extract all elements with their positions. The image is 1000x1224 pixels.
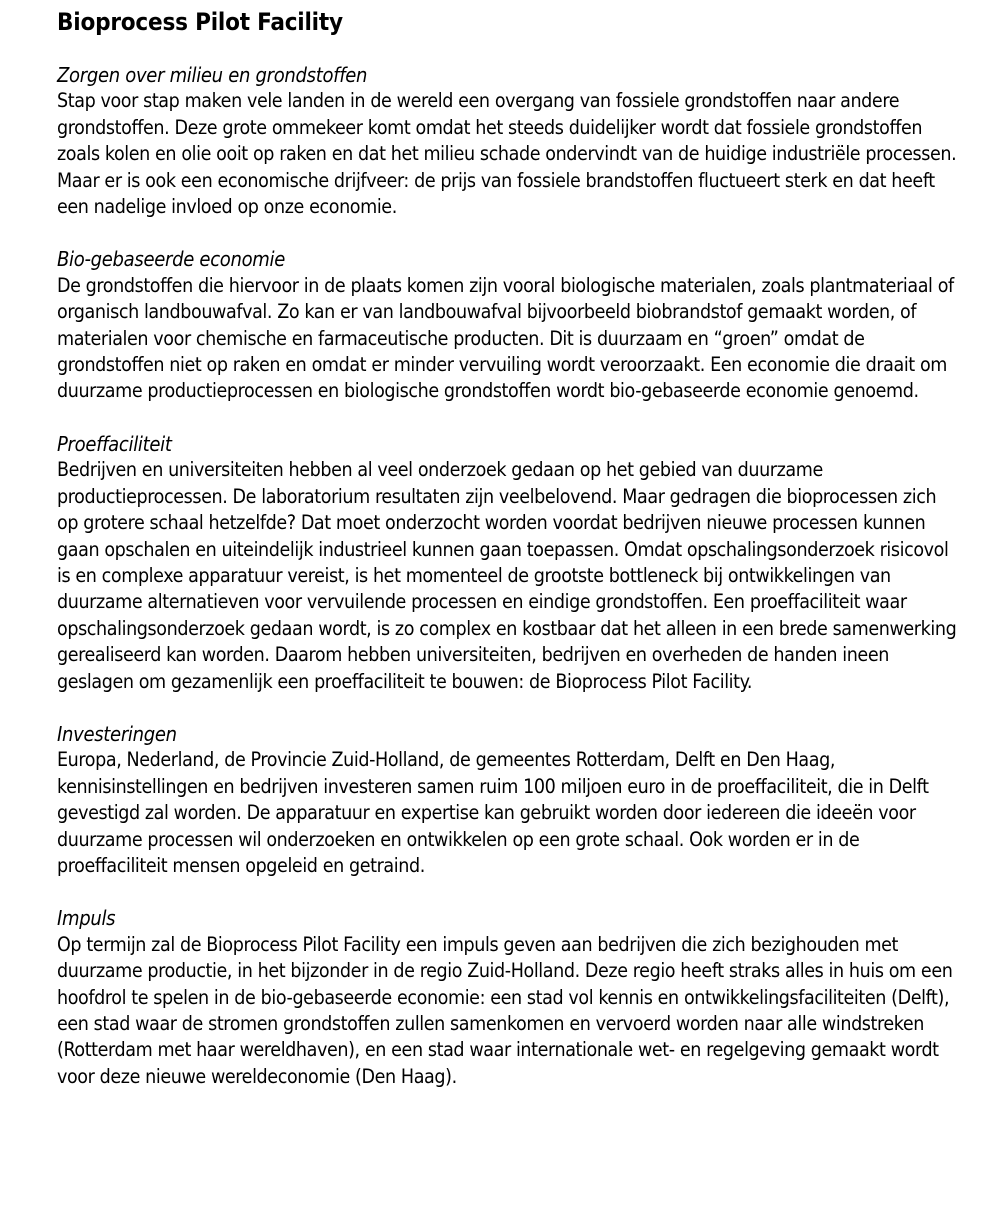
section-heading-zorgen: Zorgen over milieu en grondstoffen [57, 63, 368, 87]
page-title: Bioprocess Pilot Facility [57, 8, 343, 36]
section-heading-impuls: Impuls [57, 906, 116, 931]
section-bio-economie [57, 246, 962, 404]
section-impuls [57, 905, 962, 1090]
section-investeringen [57, 721, 962, 879]
section-body-zorgen: Stap voor stap maken vele landen in de wereld een overgang van fossiele grondstoffen naar andere grondstoffen. Deze grote ommekeer komt omdat het steeds duidelijker wordt dat fossiele grondstoffen zoals kolen en olie ooit op raken en dat het milieu schade ondervindt van de huidige industriële processen. Maar er is ook een economische drijfveer: de prijs van fossiele brandstoffen fluctueert sterk en dat heeft een nadelige invloed op onze economie. [57, 89, 957, 219]
section-heading-proeffaciliteit: Proeffaciliteit [57, 431, 172, 456]
section-heading-investeringen: Investeringen [57, 721, 177, 746]
section-body-bio-economie: De grondstoffen die hiervoor in de plaats komen zijn vooral biologische materialen, zoals plantmateriaal of organisch landbouwafval. Zo kan er van landbouwafval bijvoorbeeld biobrandstof gemaakt worden, of materialen voor chemische en farmaceutische producten. Dit is duurzaam en “groen” omdat de grondstoffen niet op raken en omdat er minder vervuiling wordt veroorzaakt. Een economie die draait om duurzame productieprocessen en biologische grondstoffen wordt bio-gebaseerde economie genoemd. [57, 273, 954, 403]
section-body-impuls: Op termijn zal de Bioprocess Pilot Facility een impuls geven aan bedrijven die zich bezighouden met duurzame productie, in het bijzonder in de regio Zuid-Holland. Deze regio heeft straks alles in huis om een hoofdrol te spelen in de bio-gebaseerde economie: een stad vol kennis en ontwikkelingsfaciliteiten (Delft), een stad waar de stromen grondstoffen zullen samenkomen en vervoerd worden naar alle windstreken (Rotterdam met haar wereldhaven), en een stad waar internationale wet- en regelgeving gemaakt wordt voor deze nieuwe wereldeconomie (Den Haag). [57, 932, 953, 1088]
section-proeffaciliteit [57, 431, 962, 695]
section-body-investeringen: Europa, Nederland, de Provincie Zuid-Holland, de gemeentes Rotterdam, Delft en Den Haag, kennisinstellingen en bedrijven investeren samen ruim 100 miljoen euro in de proeffaciliteit, die in Delft gevestigd zal worden. De apparatuur en expertise kan gebruikt worden door iedereen die ideeën voor duurzame processen wil onderzoeken en ontwikkelen op een grote schaal. Ook worden er in de proeffaciliteit mensen opgeleid en getraind. [57, 748, 929, 877]
section-heading-bio-economie: Bio-gebaseerde economie [57, 247, 286, 272]
section-body-proeffaciliteit: Bedrijven en universiteiten hebben al veel onderzoek gedaan op het gebied van duurzame productieprocessen. De laboratorium resultaten zijn veelbelovend. Maar gedragen die bioprocessen zich op grotere schaal hetzelfde? Dat moet onderzocht worden voordat bedrijven nieuwe processen kunnen gaan opschalen en uiteindelijk industrieel kunnen gaan toepassen. Omdat opschalingsonderzoek risicovol is en complexe apparatuur vereist, is het momenteel de grootste bottleneck bij ontwikkelingen van duurzame alternatieven voor vervuilende processen en eindige grondstoffen. Een proeffaciliteit waar opschalingsonderzoek gedaan wordt, is zo complex en kostbaar dat het alleen in een brede samenwerking gerealiseerd kan worden. Daarom hebben universiteiten, bedrijven en overheden de handen ineen geslagen om gezamenlijk een proeffaciliteit te bouwen: de Bioprocess Pilot Facility. [57, 458, 957, 693]
section-zorgen [57, 62, 962, 220]
